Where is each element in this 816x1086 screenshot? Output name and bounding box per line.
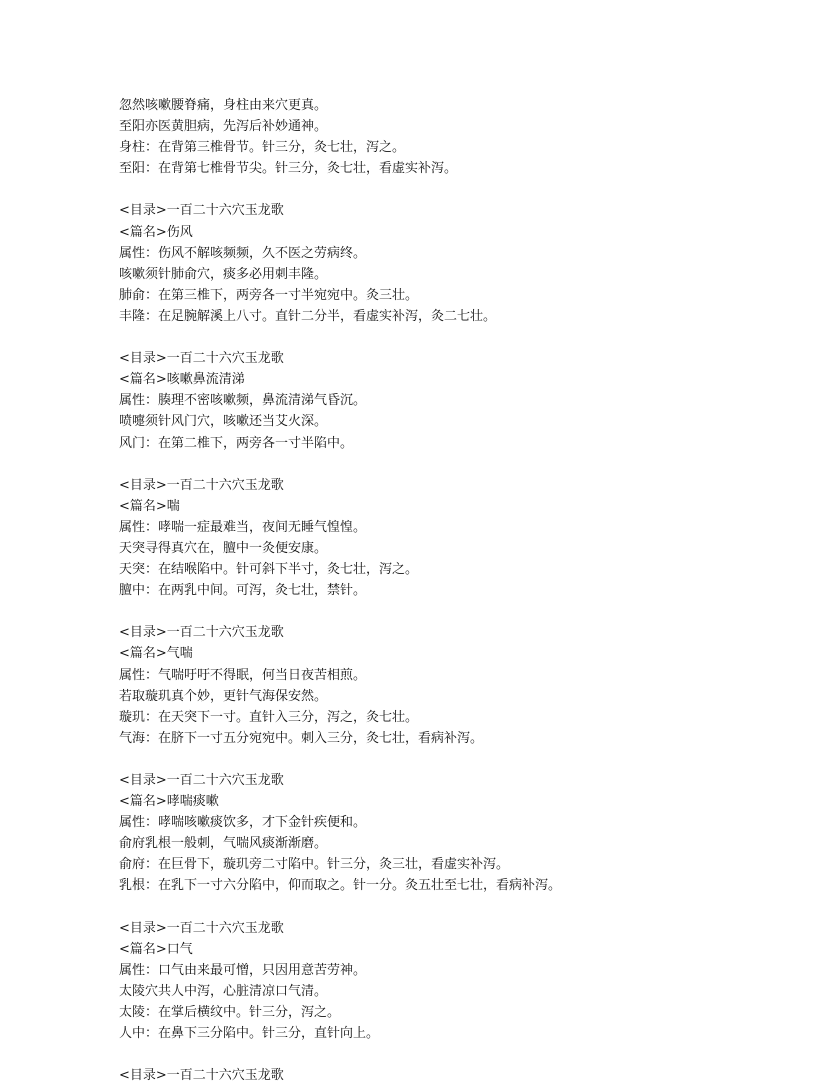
chapter-title: <篇名>喘 — [119, 498, 180, 514]
catalog-line: <目录>一百二十六穴玉龙歌 — [119, 351, 284, 367]
chapter-title: <篇名>伤风 — [119, 224, 193, 240]
verse-line: 至阳亦医黄胆病，先泻后补妙通神。 — [119, 119, 328, 135]
acupoint-line: 天突：在结喉陷中。针可斜下半寸，灸七壮，泻之。 — [119, 562, 419, 578]
section-7 — [119, 918, 799, 1045]
attribute-line: 属性：口气由来最可憎，只因用意苦劳神。 — [119, 962, 367, 978]
attribute-line: 属性：哮喘一症最难当，夜间无睡气惶惶。 — [119, 519, 367, 535]
catalog-line: <目录>一百二十六穴玉龙歌 — [119, 203, 284, 219]
acupoint-line: 身柱：在背第三椎骨节。针三分，灸七壮，泻之。 — [119, 140, 406, 156]
section-3 — [119, 348, 799, 453]
section-gap — [119, 749, 799, 770]
verse-line: 太陵穴共人中泻，心脏清凉口气清。 — [119, 983, 328, 999]
verse-line: 俞府乳根一般刺，气喘风痰渐渐磨。 — [119, 836, 328, 852]
chapter-title: <篇名>哮喘痰嗽 — [119, 794, 219, 810]
verse-line: 天突寻得真穴在，膻中一灸便安康。 — [119, 540, 328, 556]
catalog-line: <目录>一百二十六穴玉龙歌 — [119, 920, 284, 936]
attribute-line: 属性：气喘吁吁不得眠，何当日夜苦相煎。 — [119, 667, 367, 683]
section-2 — [119, 200, 799, 327]
acupoint-line: 丰隆：在足腕解溪上八寸。直针二分半，看虚实补泻，灸二七壮。 — [119, 308, 497, 324]
attribute-line: 属性：腠理不密咳嗽频，鼻流清涕气昏沉。 — [119, 393, 367, 409]
verse-line: 喷嚏须针风门穴，咳嗽还当艾火深。 — [119, 414, 328, 430]
catalog-line: <目录>一百二十六穴玉龙歌 — [119, 773, 284, 788]
document-page — [119, 95, 799, 1086]
chapter-title: <篇名>气喘 — [119, 646, 193, 662]
section-gap — [119, 327, 799, 348]
acupoint-line: 人中：在鼻下三分陷中。针三分，直针向上。 — [119, 1026, 380, 1042]
catalog-line: <目录>一百二十六穴玉龙歌 — [119, 477, 284, 493]
verse-line: 忽然咳嗽腰脊痛，身柱由来穴更真。 — [119, 98, 328, 113]
section-gap — [119, 454, 799, 475]
acupoint-line: 太陵：在掌后横纹中。针三分，泻之。 — [119, 1005, 341, 1021]
acupoint-line: 气海：在脐下一寸五分宛宛中。刺入三分，灸七壮，看病补泻。 — [119, 730, 484, 746]
acupoint-line: 膻中：在两乳中间。可泻，灸七壮，禁针。 — [119, 583, 367, 599]
attribute-line: 属性：伤风不解咳频频，久不医之劳病终。 — [119, 245, 367, 261]
section-1 — [119, 95, 799, 179]
section-gap — [119, 1044, 799, 1065]
section-gap — [119, 601, 799, 622]
acupoint-line: 肺俞：在第三椎下，两旁各一寸半宛宛中。灸三壮。 — [119, 287, 419, 303]
acupoint-line: 乳根：在乳下一寸六分陷中，仰而取之。针一分。灸五壮至七壮，看病补泻。 — [119, 878, 562, 894]
acupoint-line: 风门：在第二椎下，两旁各一寸半陷中。 — [119, 435, 354, 451]
catalog-line: <目录>一百二十六穴玉龙歌 — [119, 1068, 284, 1084]
chapter-title: <篇名>咳嗽鼻流清涕 — [119, 372, 245, 388]
section-8 — [119, 1065, 799, 1086]
acupoint-line: 俞府：在巨骨下，璇玑旁二寸陷中。针三分，灸三壮，看虚实补泻。 — [119, 857, 510, 873]
catalog-line: <目录>一百二十六穴玉龙歌 — [119, 625, 284, 641]
section-gap — [119, 179, 799, 200]
acupoint-line: 至阳：在背第七椎骨节尖。针三分，灸七壮，看虚实补泻。 — [119, 161, 458, 177]
section-6 — [119, 770, 799, 897]
section-gap — [119, 897, 799, 918]
chapter-title: <篇名>口气 — [119, 941, 193, 957]
attribute-line: 属性：哮喘咳嗽痰饮多，才下金针疾便和。 — [119, 815, 367, 831]
section-5 — [119, 622, 799, 749]
verse-line: 若取璇玑真个妙，更针气海保安然。 — [119, 688, 328, 704]
acupoint-line: 璇玑：在天突下一寸。直针入三分，泻之，灸七壮。 — [119, 709, 419, 725]
verse-line: 咳嗽须针肺俞穴，痰多必用刺丰隆。 — [119, 266, 328, 282]
section-4 — [119, 475, 799, 602]
